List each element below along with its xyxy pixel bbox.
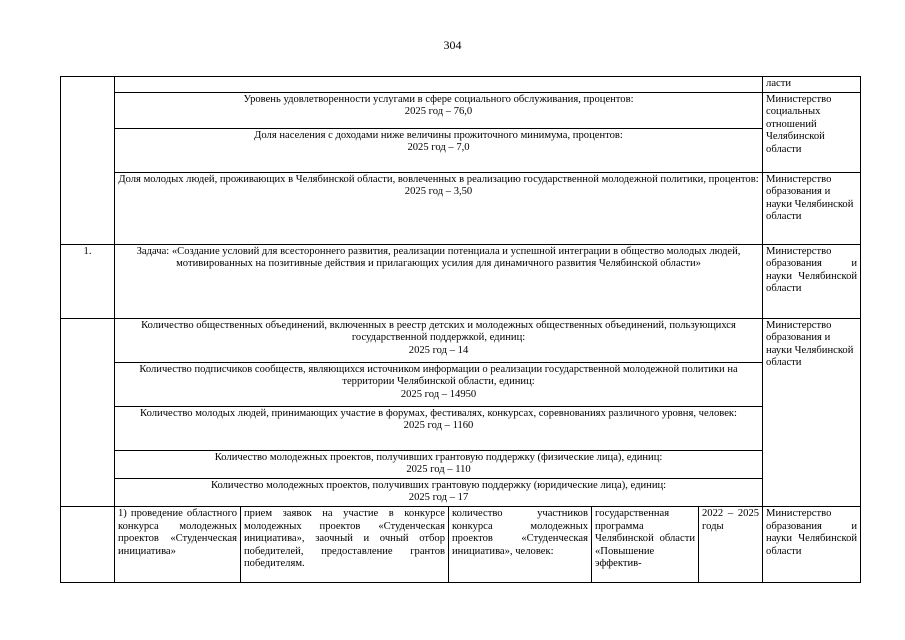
measure-program: государственная программа Челябинской области «Повышение эффектив- [592, 506, 699, 582]
task-text: Задача: «Создание условий для всестороннего развития, реализации потенциала и успешной интеграции в общество молодых людей, мотивированных на позитивные действия и прилагающих усилия для динамичного развития Челябинской области» [115, 244, 763, 318]
measure-period: 2022 – 2025 годы [699, 506, 763, 582]
indicator-text: Количество молодежных проектов, получивших грантовую поддержку (физические лица), единиц: [214, 451, 663, 463]
indicator-text: Количество общественных объединений, включенных в реестр детских и молодежных общественных объединений, пользующихся государственной поддержкой, единиц: [141, 319, 736, 344]
task-number: 1. [61, 244, 115, 318]
indicator-value: 2025 год – 3,50 [404, 186, 473, 198]
measure-description: прием заявок на участие в конкурсе молодежных проектов «Студенческая инициатива», заочный и очный отбор победителей, предоставление грантов победителям. [241, 506, 449, 582]
responsible-cell: Министерство социальных отношений Челябинской области [763, 92, 861, 172]
indicator-text: Доля молодых людей, проживающих в Челябинской области, вовлеченных в реализацию государственной молодежной политики, процентов: [118, 173, 759, 185]
indicator-text: Количество молодых людей, принимающих участие в форумах, фестивалях, конкурсах, соревнованиях различного уровня, человек: [140, 407, 737, 419]
indicator-row [61, 362, 861, 406]
empty-cell [115, 77, 763, 93]
plan-table [60, 76, 861, 583]
responsible-continuation: ласти [763, 77, 861, 93]
measure-responsible: Министерство образования и науки Челябинской области [763, 506, 861, 582]
indicator-value: 2025 год – 14950 [400, 388, 477, 400]
indicator-text: Количество молодежных проектов, получивших грантовую поддержку (юридические лица), единиц: [210, 479, 667, 491]
indicator-value: 2025 год – 110 [406, 464, 471, 476]
indicator-row [61, 172, 861, 244]
task-row [61, 244, 861, 318]
indicator-value: 2025 год – 76,0 [404, 106, 473, 118]
indicator-cell [115, 478, 763, 506]
task-responsible: Министерство образования и науки Челябинской области [763, 244, 861, 318]
page-number: 304 [443, 38, 462, 52]
number-cell-empty [61, 77, 115, 245]
measure-indicator: количество участников конкурса молодежных проектов «Студенческая инициатива», человек: [449, 506, 592, 582]
indicator-text: Доля населения с доходами ниже величины прожиточного минимума, процентов: [254, 129, 623, 141]
indicator-value: 2025 год – 7,0 [407, 142, 470, 154]
responsible-cell: Министерство образования и науки Челябинской области [763, 318, 861, 506]
indicator-row [61, 406, 861, 450]
indicator-value: 2025 год – 17 [408, 492, 469, 504]
indicator-row [61, 478, 861, 506]
number-cell-empty [61, 506, 115, 582]
indicator-row [61, 318, 861, 362]
indicator-row [61, 450, 861, 478]
measure-name: 1) проведение областного конкурса молодежных проектов «Студенческая инициатива» [115, 506, 241, 582]
indicator-cell [115, 128, 763, 172]
number-cell-empty [61, 318, 115, 506]
indicator-value: 2025 год – 14 [408, 344, 469, 356]
indicator-cell [115, 318, 763, 362]
indicator-row [61, 92, 861, 128]
indicator-text: Уровень удовлетворенности услугами в сфере социального обслуживания, процентов: [243, 93, 634, 105]
header-row [61, 77, 861, 93]
indicator-row [61, 128, 861, 172]
indicator-value: 2025 год – 1160 [403, 420, 474, 432]
measure-row [61, 506, 861, 582]
responsible-cell: Министерство образования и науки Челябинской области [763, 172, 861, 244]
indicator-text: Количество подписчиков сообществ, являющихся источником информации о реализации государственной молодежной политики на территории Челябинской области, единиц: [139, 363, 738, 388]
indicator-cell [115, 92, 763, 128]
indicator-cell [115, 172, 763, 244]
indicator-cell [115, 406, 763, 450]
indicator-cell [115, 450, 763, 478]
indicator-cell [115, 362, 763, 406]
